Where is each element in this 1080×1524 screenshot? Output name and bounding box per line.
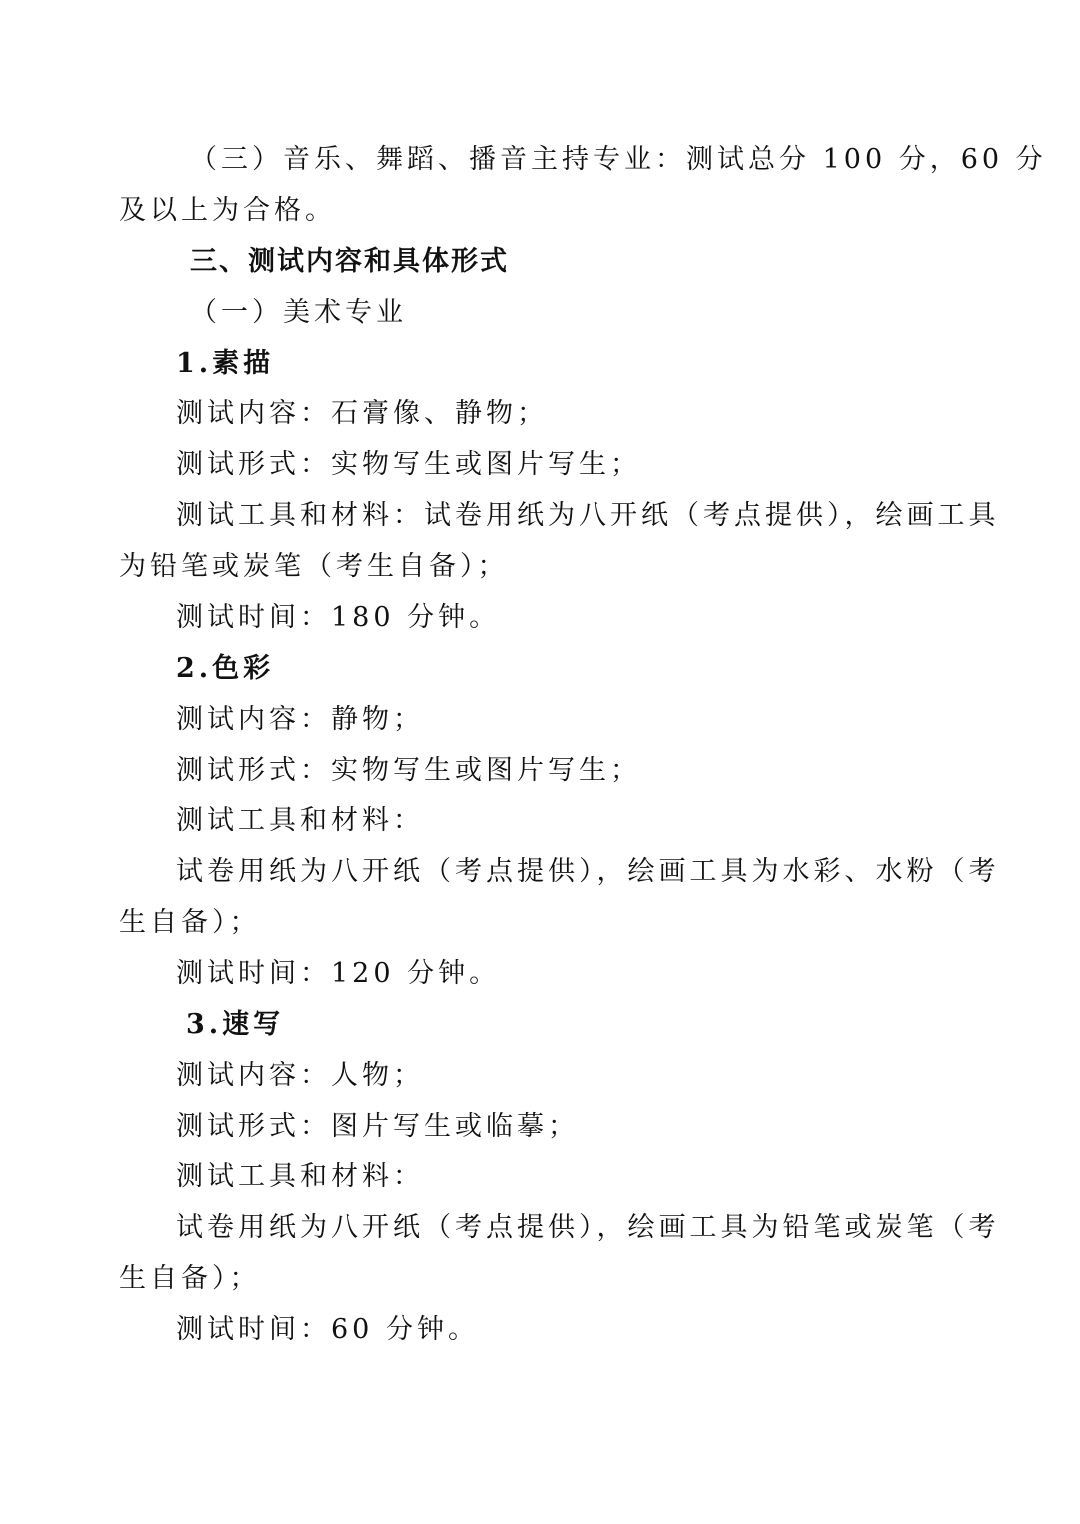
paragraph-music-dance-scoring: （三）音乐、舞蹈、播音主持专业：测试总分 100 分，60 分 bbox=[190, 144, 1047, 175]
sketch-tools: 测试工具和材料：试卷用纸为八开纸（考点提供），绘画工具 bbox=[176, 500, 1000, 531]
item-heading-sketch: 1.素描 bbox=[176, 348, 275, 379]
sketch-form: 测试形式：实物写生或图片写生； bbox=[176, 449, 641, 480]
quick-sketch-form: 测试形式：图片写生或临摹； bbox=[176, 1111, 579, 1142]
color-tools: 试卷用纸为八开纸（考点提供），绘画工具为水彩、水粉（考 bbox=[176, 856, 1000, 887]
quick-sketch-tools-label: 测试工具和材料： bbox=[176, 1161, 424, 1192]
color-tools-cont: 生自备）； bbox=[119, 907, 261, 938]
quick-sketch-tools-cont: 生自备）； bbox=[119, 1263, 261, 1294]
sketch-time: 测试时间：180 分钟。 bbox=[176, 602, 501, 633]
sketch-content: 测试内容：石膏像、静物； bbox=[176, 398, 548, 429]
quick-sketch-time: 测试时间：60 分钟。 bbox=[176, 1314, 479, 1345]
color-form: 测试形式：实物写生或图片写生； bbox=[176, 755, 641, 786]
color-time: 测试时间：120 分钟。 bbox=[176, 958, 501, 989]
subsection-art-major: （一）美术专业 bbox=[190, 297, 407, 328]
item-heading-quick-sketch: 3.速写 bbox=[186, 1009, 285, 1040]
sketch-tools-cont: 为铅笔或炭笔（考生自备）； bbox=[119, 551, 509, 582]
quick-sketch-content: 测试内容：人物； bbox=[176, 1060, 424, 1091]
quick-sketch-tools: 试卷用纸为八开纸（考点提供），绘画工具为铅笔或炭笔（考 bbox=[176, 1212, 1000, 1243]
item-heading-color: 2.色彩 bbox=[176, 653, 275, 684]
paragraph-music-dance-scoring-cont: 及以上为合格。 bbox=[119, 195, 336, 226]
color-content: 测试内容：静物； bbox=[176, 704, 424, 735]
section-heading-test-content: 三、测试内容和具体形式 bbox=[190, 246, 509, 277]
color-tools-label: 测试工具和材料： bbox=[176, 805, 424, 836]
